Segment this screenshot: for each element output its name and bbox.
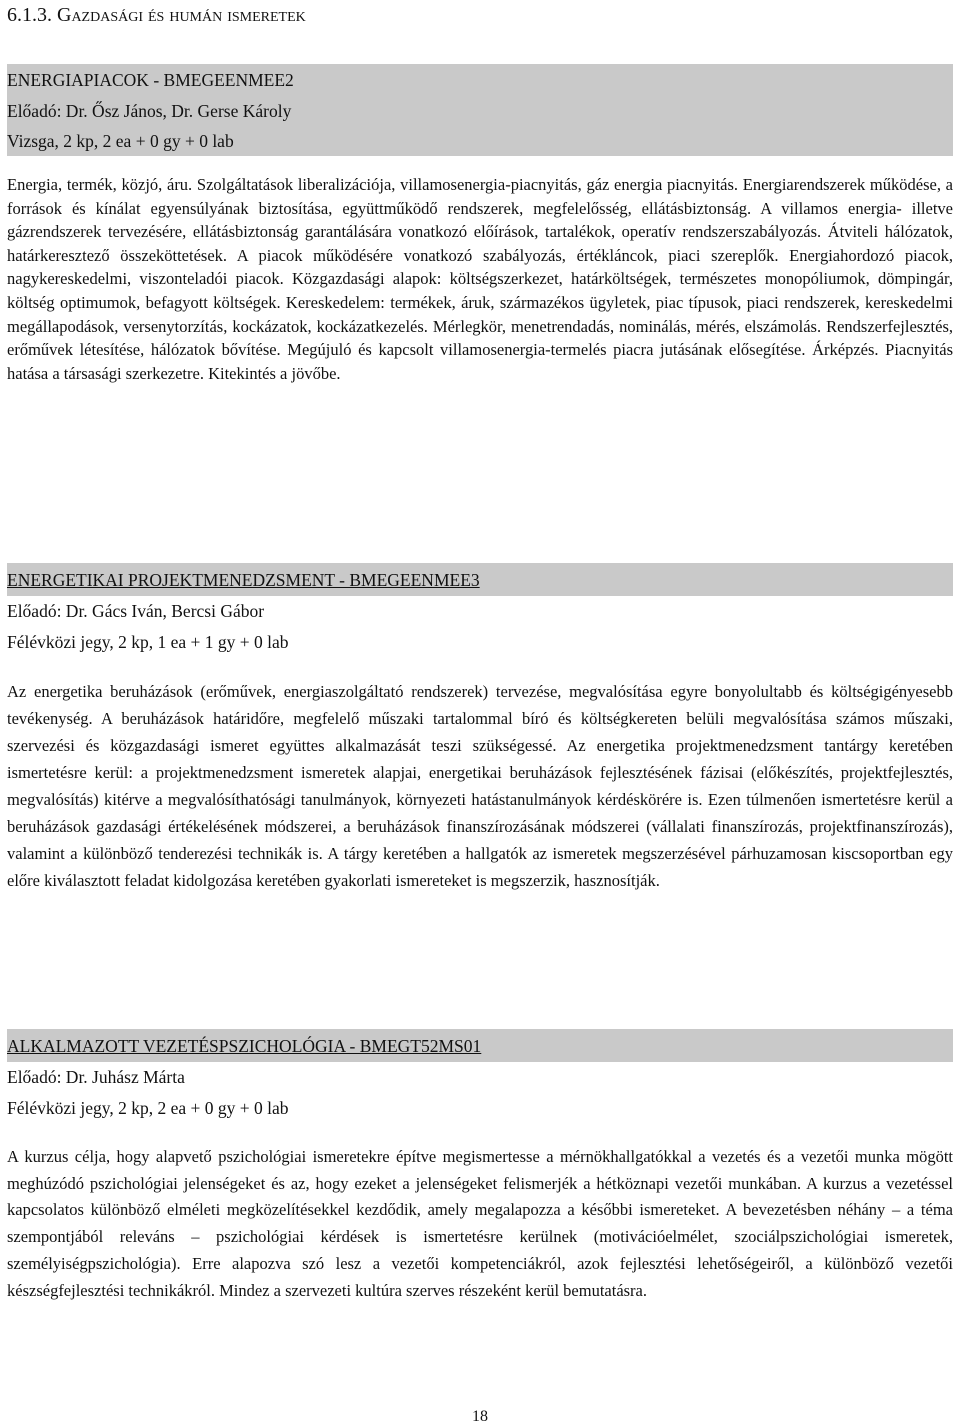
course-requirements: Félévközi jegy, 2 kp, 2 ea + 0 gy + 0 lab xyxy=(7,1098,289,1118)
course-description: A kurzus célja, hogy alapvető pszichológiai ismeretekre építve megismertesse a mérnökhallgatókkal a vezetés és a vezetői munka mögött meghúzódó pszichológiai jelenségeket és az, hogy ezeket a jelenségeket felismerjék a hétköznapi vezetői munkában. A kurzus a vezetéssel kapcsolatos különböző elméleti megközelítésekkel kezdődik, amely megalapozza a későbbi ismereteket. A bevezetésben néhány – a téma szempontjából releváns – pszichológiai kérdések is ismertetésre kerülnek (motivációelmélet, szociálpszichológiai ismeretek, személyiségpszichológia). Erre alapozva szó lesz a vezetői kompetenciákról, azok fejlesztési lehetőségeiről, a különböző vezetői készségfejlesztési technikákról. Mindez a szervezeti kultúra szerves részeként kerül bemutatásra. xyxy=(7,1147,953,1300)
course-title: ENERGETIKAI PROJEKTMENEDZSMENT - BMEGEENMEE3 xyxy=(7,570,480,590)
course-energetikai-projektmenedzsment xyxy=(7,563,953,894)
course-requirements: Vizsga, 2 kp, 2 ea + 0 gy + 0 lab xyxy=(7,131,234,151)
course-header xyxy=(7,563,953,596)
course-lecturers: Előadó: Dr. Ősz János, Dr. Gerse Károly xyxy=(7,101,292,121)
course-requirements: Félévközi jegy, 2 kp, 1 ea + 1 gy + 0 lab xyxy=(7,632,289,652)
course-lecturers: Előadó: Dr. Gács Iván, Bercsi Gábor xyxy=(7,601,265,621)
course-energiapiacok xyxy=(7,64,953,385)
chapter-number: 6.1.3. xyxy=(7,4,52,26)
course-title: ALKALMAZOTT VEZETÉSPSZICHOLÓGIA - BMEGT52MS01 xyxy=(7,1036,482,1056)
course-header xyxy=(7,64,953,156)
course-lecturers: Előadó: Dr. Juhász Márta xyxy=(7,1067,185,1087)
course-description: Az energetika beruházások (erőművek, energiaszolgáltató rendszerek) tervezése, megvalósítása egyre bonyolultabb és költségigényesebb tevékenység. A beruházások határidőre, megfelelő műszaki tartalommal bíró és költségkereten belüli megvalósítása számos műszaki, szervezési és közgazdasági ismeret együttes alkalmazását teszi szükségessé. Az energetika projektmenedzsment tantárgy keretében ismertetésre kerül: a projektmenedzsment ismeretek alapjai, energetikai beruházások fejlesztésének fázisai (előkészítés, projektfejlesztés, megvalósítás) kitérve a megvalósíthatósági tanulmányok, környezeti hatástanulmányok kérdéskörére is. Ezen túlmenően ismertetésre kerül a beruházások gazdasági értékelésének módszerei, a beruházások finanszírozásának módszerei (vállalati finanszírozás, projektfinanszírozás), valamint a különböző tenderezési technikák is. A tárgy keretében a hallgatók az ismeretek megszerzésével párhuzamosan kiscsoportban egy előre kiválasztott feladat kidolgozása keretében gyakorlati ismereteket is megszerzik, hasznosítják. xyxy=(7,682,953,890)
page-number: 18 xyxy=(472,1408,488,1425)
course-alkalmazott-vezetespszichologia xyxy=(7,1029,953,1304)
chapter-title: Gazdasági és humán ismeretek xyxy=(57,4,306,26)
course-header xyxy=(7,1029,953,1062)
course-title: ENERGIAPIACOK - BMEGEENMEE2 xyxy=(7,70,294,90)
course-description: Energia, termék, közjó, áru. Szolgáltatások liberalizációja, villamosenergia-piacnyitás, gáz energia piacnyitás. Energiarendszerek működése, a források és kínálat egyensúlyának biztosítása, együttműködő rendszerek, megfelelősség, ellátásbiztonság. A villamos energia- illetve gázrendszerek tervezésére, ellátásbiztonság garantálására vonatkozó előírások, tartalékok, operatív rendszerszabályozás. Átviteli hálózatok, határkeresztező összeköttetések. A piacok működésére vonatkozó szabályozás, értékláncok, piaci szereplők. Energiahordozó piacok, nagykereskedelmi, viszonteladói piacok. Közgazdasági alapok: költségszerkezet, határköltségek, természetes monopóliumok, dömpingár, költség optimumok, befagyott költségek. Kereskedelem: termékek, áruk, származékos ügyletek, piac típusok, piaci rendszerek, kereskedelmi megállapodások, versenytorzítás, kockázatok, kockázatkezelés. Mérlegkör, menetrendadás, nominálás, mérés, elszámolás. Rendszerfejlesztés, erőművek létesítése, hálózatok bővítése. Megújuló és kapcsolt villamosenergia-termelés piacra jutásának elősegítése. Árképzés. Piacnyitás hatása a társasági szerkezetre. Kitekintés a jövőbe. xyxy=(7,175,953,383)
chapter-heading xyxy=(7,2,306,28)
